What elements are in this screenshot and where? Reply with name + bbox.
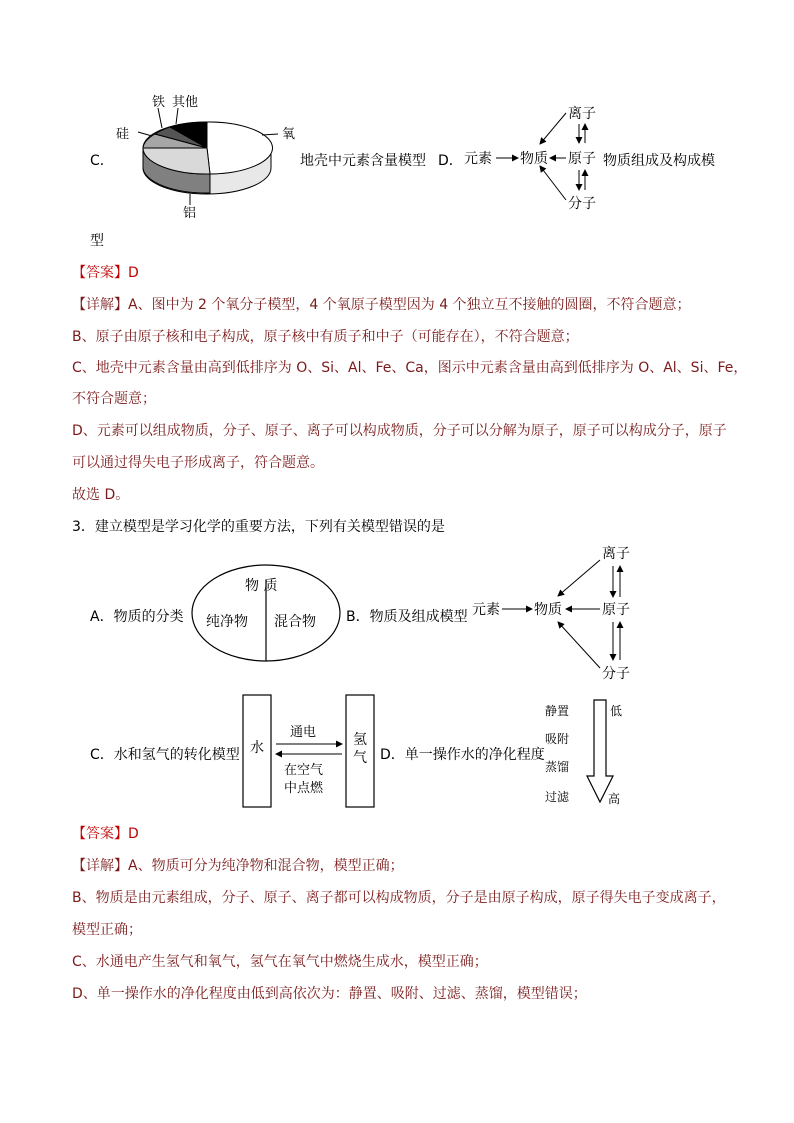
substance-composition-diagram — [462, 98, 622, 216]
ellipse-right: 混合物 — [274, 614, 316, 630]
q2-detail-line6: 可以通过得失电子形成离子，符合题意。 — [72, 455, 324, 471]
node-atom: 原子 — [568, 151, 596, 167]
arrow-combustion-label-2: 中点燃 — [284, 781, 324, 796]
q3-detail-line1: 【详解】A、物质可分为纯净物和混合物，模型正确； — [72, 858, 404, 874]
b-node-substance: 物质 — [534, 602, 562, 618]
q3-detail-line4: C、水通电产生氢气和氧气，氢气在氧气中燃烧生成水，模型正确； — [72, 954, 488, 970]
pie-label-other: 其他 — [172, 95, 199, 110]
q3-detail-line2: B、物质是由元素组成，分子、原子、离子都可以构成物质，分子是由原子构成，原子得失电子变成离子， — [72, 890, 726, 906]
q3-detail-line3: 模型正确； — [72, 922, 142, 938]
b-node-molecule: 分子 — [602, 666, 630, 682]
step-3: 蒸馏 — [545, 760, 570, 774]
option-c-label: C． — [90, 153, 114, 169]
q2-detail-line5: D、元素可以组成物质，分子、原子、离子可以构成物质，分子可以分解为原子，原子可以构成分子，原子 — [72, 423, 727, 439]
option-d-label: D． — [438, 153, 463, 169]
q3-option-d-label: D．单一操作水的净化程度 — [380, 747, 545, 763]
node-substance: 物质 — [520, 151, 548, 167]
q3-detail-line5: D、单一操作水的净化程度由低到高依次为：静置、吸附、过滤、蒸馏，模型错误； — [72, 986, 587, 1002]
q2-answer: 【答案】D — [72, 265, 139, 281]
q3-answer: 【答案】D — [72, 826, 139, 842]
q2-detail-line2: B、原子由原子核和电子构成，原子核中有质子和中子（可能存在），不符合题意； — [72, 329, 579, 345]
arrow-electrolysis-label: 通电 — [290, 725, 317, 740]
water-hydrogen-conversion — [240, 692, 380, 810]
q3-stem: 3．建立模型是学习化学的重要方法，下列有关模型错误的是 — [72, 519, 445, 535]
box-hydrogen-2: 气 — [353, 750, 367, 766]
box-water: 水 — [250, 740, 264, 756]
option-c-caption: 地壳中元素含量模型 — [300, 153, 426, 169]
crust-pie-chart — [110, 90, 300, 220]
label-high: 高 — [608, 792, 621, 806]
step-2: 吸附 — [545, 732, 570, 746]
pie-label-aluminum: 铝 — [183, 206, 197, 221]
q3-option-b-label: B．物质及组成模型 — [346, 609, 468, 625]
q3-option-a-label: A．物质的分类 — [90, 609, 184, 625]
node-element: 元素 — [464, 151, 492, 167]
ellipse-left: 纯净物 — [206, 614, 248, 630]
q3-option-c-label: C．水和氢气的转化模型 — [90, 747, 240, 763]
q2-detail-line1: 【详解】A、图中为 2 个氧分子模型，4 个氧原子模型因为 4 个独立互不接触的圆圈，不符合题意； — [72, 297, 691, 313]
ellipse-top: 物 质 — [245, 578, 278, 594]
option-d-caption-tail: 型 — [90, 233, 104, 249]
step-1: 静置 — [545, 704, 570, 718]
step-4: 过滤 — [545, 790, 570, 804]
pie-label-oxygen: 氧 — [282, 127, 296, 142]
q2-detail-line3: C、地壳中元素含量由高到低排序为 O、Si、Al、Fe、Ca，图示中元素含量由高到低排序为 O、Al、Si、Fe， — [72, 360, 748, 376]
option-d-caption: 物质组成及构成模 — [603, 153, 715, 169]
q2-conclusion: 故选 D。 — [72, 487, 130, 503]
b-node-element: 元素 — [472, 602, 500, 618]
substance-model-diagram — [470, 540, 640, 686]
box-hydrogen: 氢 — [353, 732, 367, 748]
arrow-combustion-label-1: 在空气 — [284, 763, 324, 778]
node-ion: 离子 — [568, 106, 596, 122]
label-low: 低 — [610, 704, 623, 718]
substance-classification-ellipse — [188, 562, 348, 666]
purification-degree-diagram — [540, 696, 623, 808]
pie-label-silicon: 硅 — [116, 127, 130, 142]
pie-label-iron: 铁 — [152, 95, 166, 110]
b-node-ion: 离子 — [602, 546, 630, 562]
q2-detail-line4: 不符合题意； — [72, 391, 156, 407]
node-molecule: 分子 — [568, 196, 596, 212]
b-node-atom: 原子 — [602, 602, 630, 618]
